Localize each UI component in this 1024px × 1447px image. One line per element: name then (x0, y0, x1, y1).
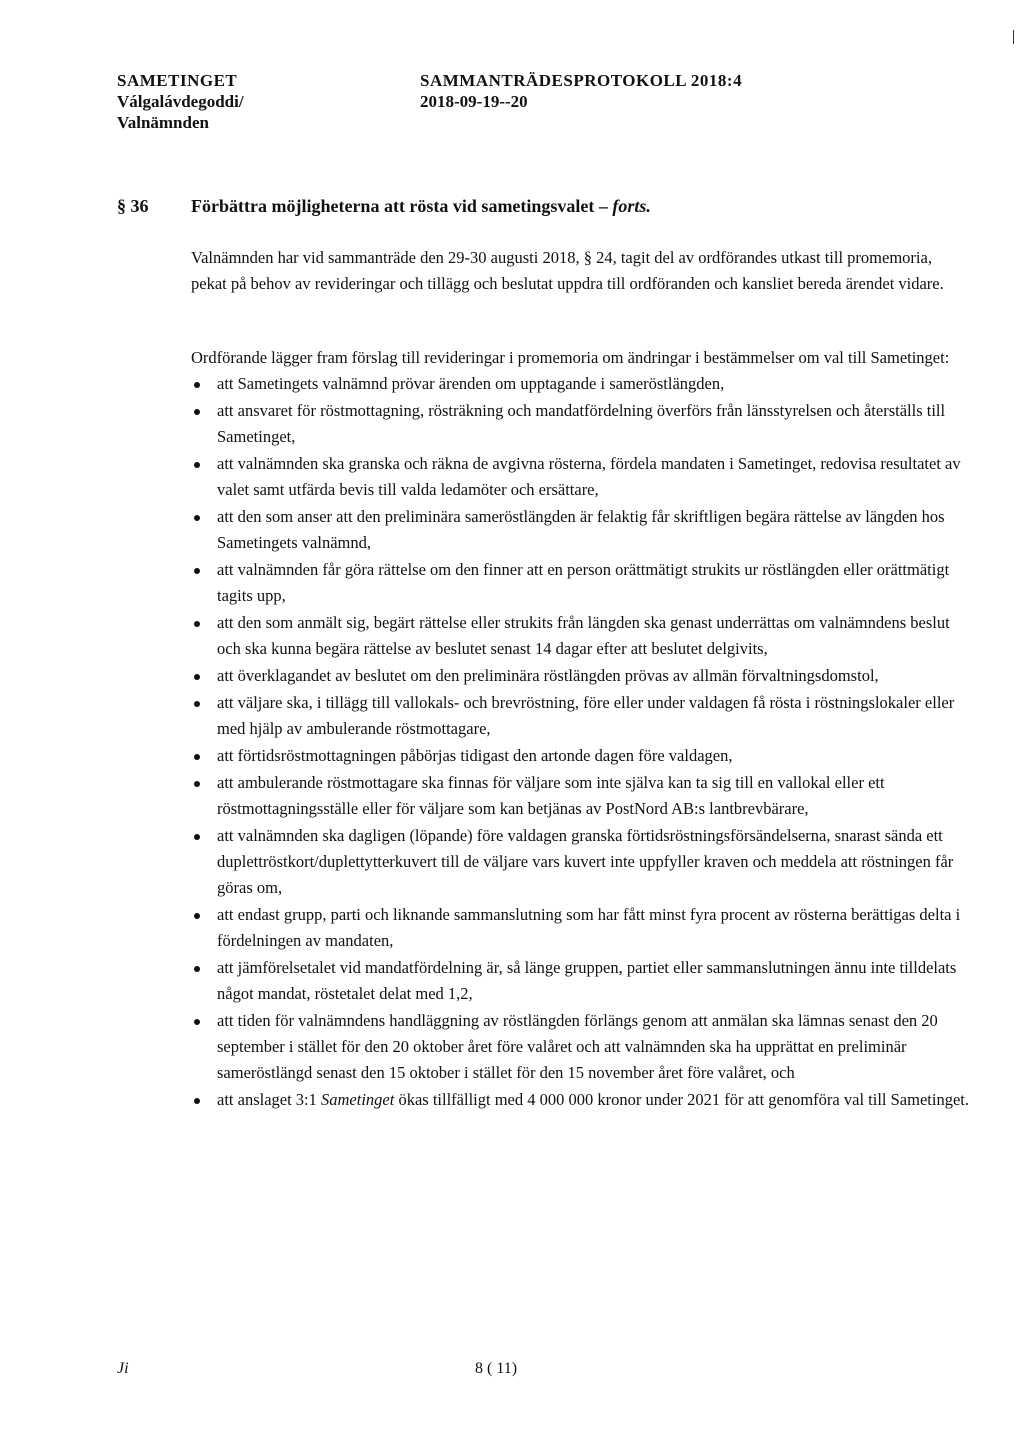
proposal-intro: Ordförande lägger fram förslag till revideringar i promemoria om ändringar i bestämmelser om val till Sametinget: (191, 348, 950, 367)
protocol-block (420, 70, 840, 112)
protocol-title: SAMMANTRÄDESPROTOKOLL 2018:4 (420, 71, 743, 90)
list-item (191, 398, 971, 450)
list-item-text: att förtidsröstmottagningen påbörjas tidigast den artonde dagen före valdagen, (217, 746, 733, 765)
list-item-text: att valnämnden ska granska och räkna de avgivna rösterna, fördela mandaten i Sametinget, redovisa resultatet av valet samt utfärda bevis till valda ledamöter och ersättare, (217, 454, 961, 499)
appropriation-name: Sametinget (321, 1090, 395, 1109)
bullet-icon (194, 781, 200, 787)
bullet-icon (194, 701, 200, 707)
section-title: Förbättra möjligheterna att rösta vid sametingsvalet – (191, 196, 613, 216)
bullet-icon (194, 913, 200, 919)
bullet-icon (194, 462, 200, 468)
list-item (191, 451, 971, 503)
list-item-text-end: ökas tillfälligt med 4 000 000 kronor under 2021 för att genomföra val till Sametinget. (394, 1090, 969, 1109)
committee-name: Valnämnden (117, 113, 209, 132)
list-item (191, 902, 971, 954)
organization-name: SAMETINGET (117, 71, 238, 90)
page-number: 8 ( 11) (475, 1360, 518, 1377)
bullet-icon (194, 1098, 200, 1104)
list-item (191, 770, 971, 822)
list-item (191, 1008, 971, 1086)
bullet-icon (194, 568, 200, 574)
bullet-icon (194, 674, 200, 680)
bullet-icon (194, 382, 200, 388)
bullet-icon (194, 834, 200, 840)
list-item-text: att valnämnden ska dagligen (löpande) före valdagen granska förtidsröstningsförsändelserna, snarast sända ett duplettröstkort/duplettytterkuvert till de väljare vars kuvert inte uppfyller kraven och meddela att röstningen får göras om, (217, 826, 954, 897)
list-item (191, 504, 971, 556)
bullet-icon (194, 966, 200, 972)
section-number: § 36 (117, 196, 149, 216)
list-item-text: att den som anmält sig, begärt rättelse eller strukits från längden ska genast underrättas om valnämndens beslut och ska kunna begära rättelse av beslutet senast 14 dagar efter att beslutet delgivits, (217, 613, 950, 658)
organization-block (117, 70, 377, 133)
list-item (191, 955, 971, 1007)
section-title-suffix: forts. (612, 196, 651, 216)
list-item (191, 823, 971, 901)
proposal-list (191, 371, 971, 1113)
list-item-text: att väljare ska, i tillägg till vallokals- och brevröstning, före eller under valdagen få rösta i röstningslokaler eller med hjälp av ambulerande röstmottagare, (217, 693, 955, 738)
list-item (191, 371, 971, 397)
bullet-icon (194, 409, 200, 415)
list-item-text: att anslaget 3:1 (217, 1090, 322, 1109)
list-item-text: att ambulerande röstmottagare ska finnas för väljare som inte själva kan ta sig till en vallokal eller ett röstmottagningsställe eller för väljare som kan betjänas av PostNord AB:s lantbrevbärare, (217, 773, 885, 818)
bullet-icon (194, 621, 200, 627)
list-item-text: att överklagandet av beslutet om den preliminära röstlängden prövas av allmän förvaltningsdomstol, (217, 666, 879, 685)
list-item (191, 1087, 971, 1113)
paragraph-background (191, 245, 971, 297)
list-item (191, 743, 971, 769)
list-item (191, 690, 971, 742)
list-item-text: att Sametingets valnämnd prövar ärenden om upptagande i sameröstlängden, (217, 374, 725, 393)
list-item-text: att valnämnden får göra rättelse om den finner att en person orättmätigt strukits ur röstlängden eller orättmätigt tagits upp, (217, 560, 950, 605)
list-item (191, 557, 971, 609)
list-item-text: att jämförelsetalet vid mandatfördelning är, så länge gruppen, partiet eller sammanslutningen ännu inte tilldelats något mandat, röstetalet delat med 1,2, (217, 958, 957, 1003)
scan-mark (1013, 30, 1014, 44)
proposal-section (191, 345, 971, 1114)
signature-initials: Ji (117, 1360, 129, 1377)
list-item (191, 663, 971, 689)
list-item-text: att den som anser att den preliminära sameröstlängden är felaktig får skriftligen begära rättelse av längden hos Sametingets valnämnd, (217, 507, 945, 552)
bullet-icon (194, 1019, 200, 1025)
section-heading (117, 194, 917, 218)
list-item (191, 610, 971, 662)
paragraph-text: Valnämnden har vid sammanträde den 29-30 augusti 2018, § 24, tagit del av ordförandes utkast till promemoria, pekat på behov av revideringar och tillägg och beslutat uppdra till ordföranden och kansliet bereda ärendet vidare. (191, 248, 944, 293)
organization-name-sami: Válgalávdegoddi/ (117, 92, 244, 111)
list-item-text: att tiden för valnämndens handläggning av röstlängden förlängs genom att anmälan ska lämnas senast den 20 september i stället för den 20 oktober året före valåret och att valnämnden ska ha upprättat en preliminär sameröstlängd senast den 15 oktober i stället för den 15 november året före valåret, och (217, 1011, 938, 1082)
list-item-text: att endast grupp, parti och liknande sammanslutning som har fått minst fyra procent av rösterna berättigas delta i fördelningen av mandaten, (217, 905, 961, 950)
bullet-icon (194, 754, 200, 760)
list-item-text: att ansvaret för röstmottagning, rösträkning och mandatfördelning överförs från länsstyrelsen och återställs till Sametinget, (217, 401, 946, 446)
meeting-date: 2018-09-19--20 (420, 92, 528, 111)
bullet-icon (194, 515, 200, 521)
